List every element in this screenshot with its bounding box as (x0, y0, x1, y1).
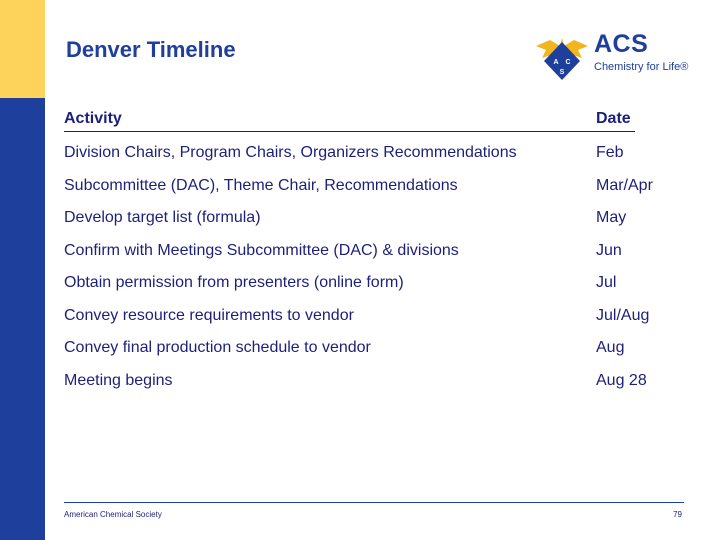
row-activity: Develop target list (formula) (64, 209, 261, 226)
header-date: Date (596, 110, 631, 127)
table-row (64, 372, 684, 405)
table-row (64, 209, 684, 242)
row-date: May (596, 209, 627, 226)
row-activity: Division Chairs, Program Chairs, Organizers Recommendations (64, 144, 517, 161)
emblem-letter-s: S (559, 69, 565, 76)
row-date: Jul (596, 274, 617, 291)
row-activity: Convey final production schedule to vendor (64, 339, 371, 356)
row-activity: Obtain permission from presenters (online form) (64, 274, 404, 291)
row-activity: Subcommittee (DAC), Theme Chair, Recommendations (64, 176, 458, 194)
footer-divider (64, 502, 684, 503)
row-date: Jun (596, 241, 622, 259)
timeline-table-body (64, 144, 684, 404)
logo-tagline: Chemistry for Life® (594, 61, 689, 73)
emblem-letter-a: A (553, 59, 559, 66)
table-row (64, 144, 684, 177)
row-activity: Meeting begins (64, 371, 173, 389)
header-activity: Activity (64, 110, 122, 127)
page-number: 79 (673, 510, 682, 519)
row-date: Aug 28 (596, 371, 647, 389)
logo-wordmark: ACS (594, 30, 649, 58)
emblem-letter-c: C (565, 59, 571, 66)
timeline-table-header (64, 110, 635, 132)
left-accent-bar-yellow (0, 0, 45, 98)
acs-logo (534, 28, 694, 84)
row-date: Aug (596, 339, 625, 356)
row-date: Mar/Apr (596, 176, 653, 194)
row-activity: Confirm with Meetings Subcommittee (DAC) & divisions (64, 241, 459, 259)
footer-organization: American Chemical Society (64, 510, 162, 519)
left-accent-bar-blue (0, 98, 45, 540)
table-row (64, 274, 684, 307)
table-row (64, 307, 684, 340)
table-row (64, 242, 684, 275)
slide-title: Denver Timeline (66, 37, 236, 62)
acs-emblem-icon (534, 28, 590, 84)
table-row (64, 339, 684, 372)
row-date: Feb (596, 144, 624, 161)
row-date: Jul/Aug (596, 306, 650, 324)
row-activity: Convey resource requirements to vendor (64, 306, 354, 324)
table-row (64, 177, 684, 210)
